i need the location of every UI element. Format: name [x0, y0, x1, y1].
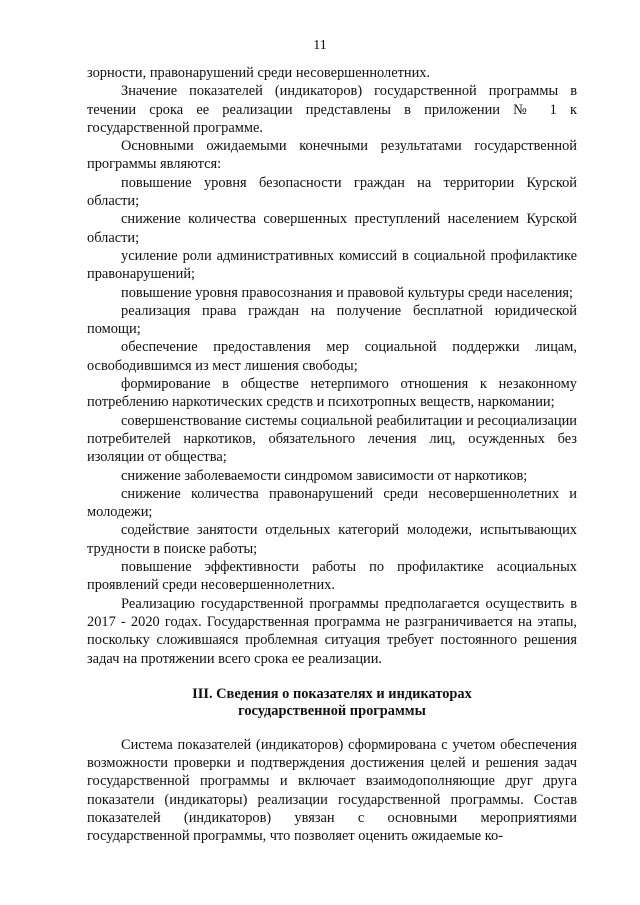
paragraph: зорности, правонарушений среди несовершеннолетних. — [87, 65, 431, 81]
paragraphs-before — [87, 64, 577, 668]
paragraph: Система показателей (индикаторов) сформирована с учетом обеспечения возможности проверки и подтверждения достижения целей и решения задач государственной программы и включает взаимодополняющие друг друга показатели (индикаторы) реализации государственной программы. Состав показателей (индикаторов) увязан с основными мероприятиями государственной программы, что позволяет оценить ожидаемые ко- — [87, 736, 577, 845]
section-heading-line1: III. Сведения о показателях и индикаторах — [192, 685, 472, 702]
paragraph: обеспечение предоставления мер социальной поддержки лицам, освободившимся из мест лишения свободы; — [87, 339, 577, 374]
paragraph: снижение количества совершенных преступлений населением Курской области; — [87, 211, 577, 246]
paragraph: Реализацию государственной программы предполагается осуществить в 2017 - 2020 годах. Государственная программа не разграничивается на этапы, поскольку сложившаяся проблемная ситуация требует постоянного решения задач на протяжении всего срока ее реализации. — [87, 595, 577, 667]
section-heading-line2: государственной программы — [238, 702, 426, 719]
paragraph: реализация права граждан на получение бесплатной юридической помощи; — [87, 302, 577, 338]
paragraph: повышение уровня правосознания и правовой культуры среди населения; — [121, 284, 574, 301]
paragraphs-after — [87, 736, 577, 846]
paragraph: повышение уровня безопасности граждан на территории Курской области; — [87, 174, 577, 210]
paragraph: снижение количества правонарушений среди несовершеннолетних и молодежи; — [87, 485, 577, 521]
page-number: 11 — [313, 38, 327, 53]
paragraph: повышение эффективности работы по профилактике асоциальных проявлений среди несовершеннолетних. — [87, 559, 577, 594]
paragraph: совершенствование системы социальной реабилитации и ресоциализации потребителей наркотиков, обязательного лечения лиц, осужденных без изоляции от общества; — [87, 412, 577, 466]
paragraph: содействие занятости отдельных категорий молодежи, испытывающих трудности в поиске работы; — [87, 522, 577, 557]
document-body — [87, 64, 577, 846]
paragraph: усиление роли административных комиссий в социальной профилактике правонарушений; — [87, 247, 577, 283]
paragraph: Значение показателей (индикаторов) государственной программы в течении срока ее реализации представлены в приложении № 1 к государственной программе. — [87, 83, 577, 136]
section-heading — [87, 686, 577, 720]
paragraph: снижение заболеваемости синдромом зависимости от наркотиков; — [121, 467, 528, 484]
paragraph: формирование в обществе нетерпимого отношения к незаконному потреблению наркотических средств и психотропных веществ, наркомании; — [87, 376, 577, 411]
paragraph: Основными ожидаемыми конечными результатами государственной программы являются: — [87, 138, 577, 173]
